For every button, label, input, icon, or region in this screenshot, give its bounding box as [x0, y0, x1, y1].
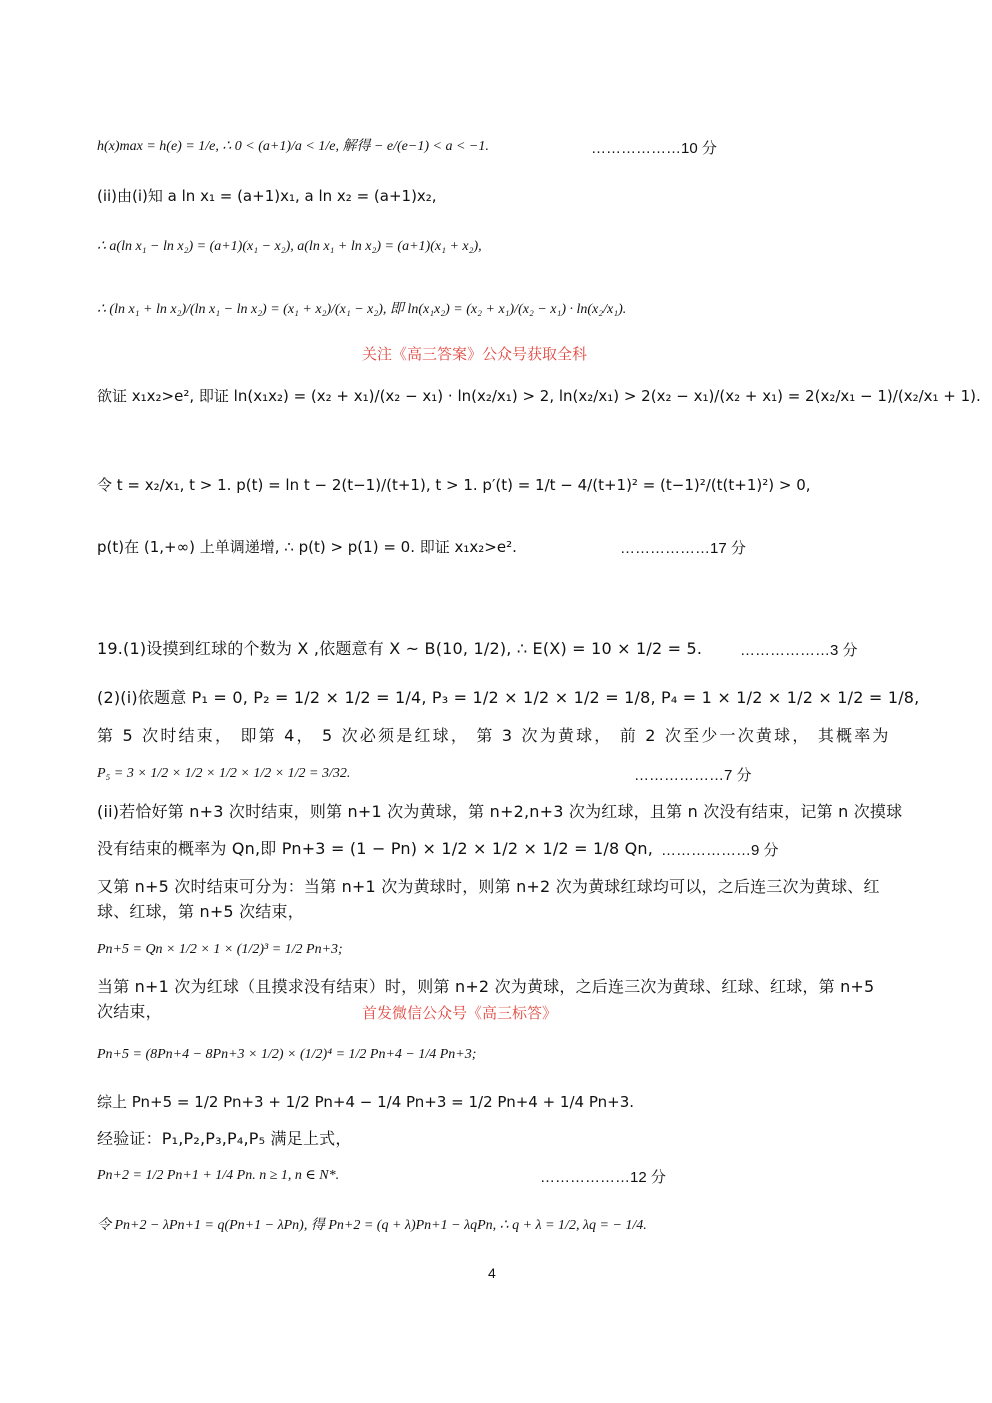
solution-line-pn5-b: Pn+5 = (8Pn+4 − 8Pn+3 × 1/2) × (1/2)⁴ = 1/2 Pn+4 − 1/4 Pn+3; — [97, 1047, 477, 1062]
solution-line-let-t: 令 t = x₂/x₁, t > 1. p(t) = ln t − 2(t−1)/(t+1), t > 1. p′(t) = 1/t − 4/(t+1)² = (t−1)²/(t(t+1)²) > 0, — [97, 476, 811, 494]
solution-line-p5: P₅ = 3 × 1/2 × 1/2 × 1/2 × 1/2 × 1/2 = 3/32. — [97, 766, 351, 781]
solution-line-prove: 欲证 x₁x₂>e², 即证 ln(x₁x₂) = (x₂ + x₁)/(x₂ − x₁) · ln(x₂/x₁) > 2, ln(x₂/x₁) > 2(x₂ − x₁)/(x₂ + x₁) = 2(x₂/x₁ − 1)/(x₂/x₁ + 1). — [97, 387, 981, 405]
solution-line-monotone: p(t)在 (1,+∞) 上单调递增, ∴ p(t) > p(1) = 0. 即证 x₁x₂>e². — [97, 538, 517, 556]
solution-line-2-ii: (ii)若恰好第 n+3 次时结束，则第 n+1 次为黄球，第 n+2,n+3 次为红球，且第 n 次没有结束，记第 n 次摸球 — [97, 802, 903, 821]
solution-line-log-diff: ∴ a(ln x₁ − ln x₂) = (a+1)(x₁ − x₂), a(ln x₁ + ln x₂) = (a+1)(x₁ + x₂), — [97, 239, 482, 254]
solution-line-n5-case-cont: 球、红球，第 n+5 次结束， — [97, 902, 304, 921]
watermark-text: 关注《高三答案》公众号获取全科 — [362, 345, 588, 363]
solution-line-fifth-end: 第 5 次时结束， 即第 4， 5 次必须是红球， 第 3 次为黄球， 前 2 次至少一次黄球， 其概率为 — [97, 726, 891, 745]
page-number: 4 — [488, 1265, 496, 1281]
solution-line-2-i: (2)(i)依题意 P₁ = 0, P₂ = 1/2 × 1/2 = 1/4, P₃ = 1/2 × 1/2 × 1/2 = 1/8, P₄ = 1 × 1/2 × 1/2 × 1/2 = 1/8, — [97, 688, 920, 707]
solution-line-n5-case: 又第 n+5 次时结束可分为：当第 n+1 次为黄球时，则第 n+2 次为黄球红球均可以，之后连三次为黄球、红 — [97, 877, 880, 896]
solution-line-ii-known: (ii)由(i)知 a ln x₁ = (a+1)x₁, a ln x₂ = (a+1)x₂, — [97, 187, 437, 205]
watermark-text-2: 首发微信公众号《高三标答》 — [362, 1004, 558, 1022]
solution-line-verify: 经验证：P₁,P₂,P₃,P₄,P₅ 满足上式， — [97, 1129, 352, 1148]
score-7: ………………7 分 — [634, 767, 752, 784]
solution-line-hmax: h(x)max = h(e) = 1/e, ∴ 0 < (a+1)/a < 1/e, 解得 − e/(e−1) < a < −1. — [97, 139, 489, 154]
score-9: ………………9 分 — [661, 842, 779, 859]
solution-line-log-ratio: ∴ (ln x₁ + ln x₂)/(ln x₁ − ln x₂) = (x₁ + x₂)/(x₁ − x₂), 即 ln(x₁x₂) = (x₂ + x₁)/(x₂ − x₁) · ln(x₂/x₁). — [97, 302, 627, 317]
score-12: ………………12 分 — [540, 1169, 666, 1186]
solution-line-red-case-cont: 次结束， — [97, 1002, 162, 1021]
solution-line-lambda: 令 Pn+2 − λPn+1 = q(Pn+1 − λPn), 得 Pn+2 = (q + λ)Pn+1 − λqPn, ∴ q + λ = 1/2, λq = − 1/4. — [97, 1218, 647, 1233]
solution-line-recurrence: Pn+2 = 1/2 Pn+1 + 1/4 Pn. n ≥ 1, n ∈ N*. — [97, 1168, 340, 1183]
solution-line-red-case: 当第 n+1 次为红球（且摸求没有结束）时，则第 n+2 次为黄球，之后连三次为黄球、红球、红球，第 n+5 — [97, 977, 875, 996]
solution-line-summary: 综上 Pn+5 = 1/2 Pn+3 + 1/2 Pn+4 − 1/4 Pn+3 = 1/2 Pn+4 + 1/4 Pn+3. — [97, 1093, 635, 1111]
solution-line-19-1: 19.(1)设摸到红球的个数为 X ,依题意有 X ~ B(10, 1/2), ∴ E(X) = 10 × 1/2 = 5. — [97, 639, 703, 658]
solution-line-qn: 没有结束的概率为 Qn,即 Pn+3 = (1 − Pn) × 1/2 × 1/2 × 1/2 = 1/8 Qn, — [97, 839, 654, 858]
solution-line-pn5-a: Pn+5 = Qn × 1/2 × 1 × (1/2)³ = 1/2 Pn+3; — [97, 942, 343, 957]
score-3: ………………3 分 — [740, 642, 858, 659]
score-17: ………………17 分 — [620, 540, 746, 557]
score-10: ………………10 分 — [591, 140, 717, 157]
